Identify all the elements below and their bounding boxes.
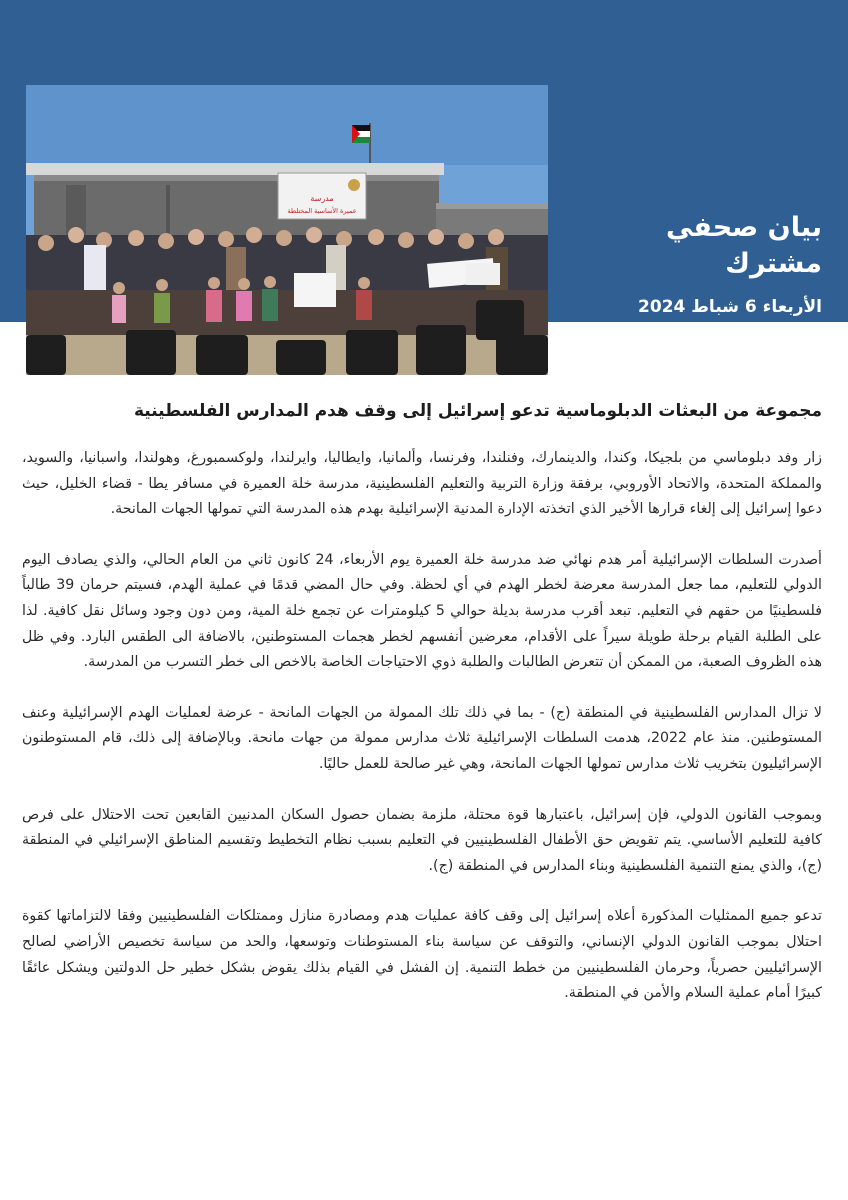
sign-line1: مدرسة	[310, 194, 334, 203]
paragraph-2: أصدرت السلطات الإسرائيلية أمر هدم نهائي ضد مدرسة خلة العميرة يوم الأربعاء، 24 كانون ثاني من العام الحالي، والذي يصادف اليوم الدولي للتعليم، مما جعل المدرسة معرضة لخطر الهدم في أي لحظة. وفي حال المضي قدمًا في عملية الهدم، فسيتم حرمان 39 طالباً فلسطينيًا من حقهم في التعليم. تبعد أقرب مدرسة بديلة حوالي 5 كيلومترات عن تجمع خلة المية، ومن دون وجود وسائل نقل كافية. لذا على الطلبة القيام برحلة طويلة سيراً على الأقدام، معرضين أنفسهم لخطر هجمات المستوطنين، بالاضافة الى الطقس البارد. وفي ظل هذه الظروف الصعبة، من الممكن أن تتعرض الطالبات والطلبة ذوي الاحتياجات الخاصة بالاخص الى خطر التسرب من المدرسة.	[22, 551, 822, 671]
article-body	[22, 398, 822, 1032]
paragraph-4: وبموجب القانون الدولي، فإن إسرائيل، باعتبارها قوة محتلة، ملزمة بضمان حصول السكان المدنيين القابعين تحت الاحتلال على فرص كافية للتعليم الأساسي. يتم تقويض حق الأطفال الفلسطينيين في التعليم بسبب نظام التخطيط وتقسيم المناطق الإسرائيلي في المنطقة (ج)، والذي يمنع التنمية الفلسطينية وبناء المدارس في المنطقة (ج).	[22, 806, 822, 874]
page-title: بيان صحفي مشترك	[665, 212, 822, 279]
palestinian-flag	[352, 125, 370, 143]
school-sign	[278, 173, 366, 219]
paragraph-1: زار وفد دبلوماسي من بلجيكا، وكندا، والدينمارك، وفنلندا، وفرنسا، وألمانيا، وايطاليا، وايرلندا، ولوكسمبورغ، وهولندا، واسبانيا، والسويد، والمملكة المتحدة، والاتحاد الأوروبي، برفقة وزارة التربية والتعليم الفلسطينية، مدرسة خلة العميرة في مسافر يطا - قضاء الخليل، حيث دعوا إسرائيل إلى إلغاء قرارها الأخير الذي اتخذته الإدارة المدنية الإسرائيلية بهدم هذه المدرسة التي تمولها الجهات المانحة.	[22, 450, 822, 518]
sign-line2: عميرة الأساسية المختلطة	[287, 207, 357, 215]
paragraph-3: لا تزال المدارس الفلسطينية في المنطقة (ج) - بما في ذلك تلك الممولة من الجهات المانحة - عرضة لعمليات الهدم الإسرائيلية وعنف المستوطنين. منذ عام 2022، هدمت السلطات الإسرائيلية ثلاث مدارس ممولة من جهات مانحة. وبالإضافة إلى ذلك، قام المستوطنون الإسرائيليون بتخريب ثلاث مدارس تمولها الجهات المانحة، وهي غير صالحة للعمل حاليًا.	[22, 704, 823, 772]
statement-date: الأربعاء 6 شباط 2024	[638, 297, 822, 317]
article-headline: مجموعة من البعثات الدبلوماسية تدعو إسرائيل إلى وقف هدم المدارس الفلسطينية	[133, 401, 822, 421]
paragraph-5: تدعو جميع الممثليات المذكورة أعلاه إسرائيل إلى وقف كافة عمليات هدم ومصادرة منازل وممتلكات الفلسطينيين وفقا لالتزاماتها كقوة احتلال بموجب القانون الدولي الإنساني، والتوقف عن سياسة بناء المستوطنات وتوسعها، والحد من سياسة تخصيص الأراضي لصالح الإسرائيليين حصرياً، وحرمان الفلسطينيين من خطط التنمية. إن الفشل في القيام بذلك يقوض بشكل خطير حل الدولتين ويشكل عائقًا كبيرًا أمام عملية السلام والأمن في المنطقة.	[22, 908, 822, 1002]
school-visit-photo	[26, 85, 548, 375]
title-block	[562, 210, 822, 320]
